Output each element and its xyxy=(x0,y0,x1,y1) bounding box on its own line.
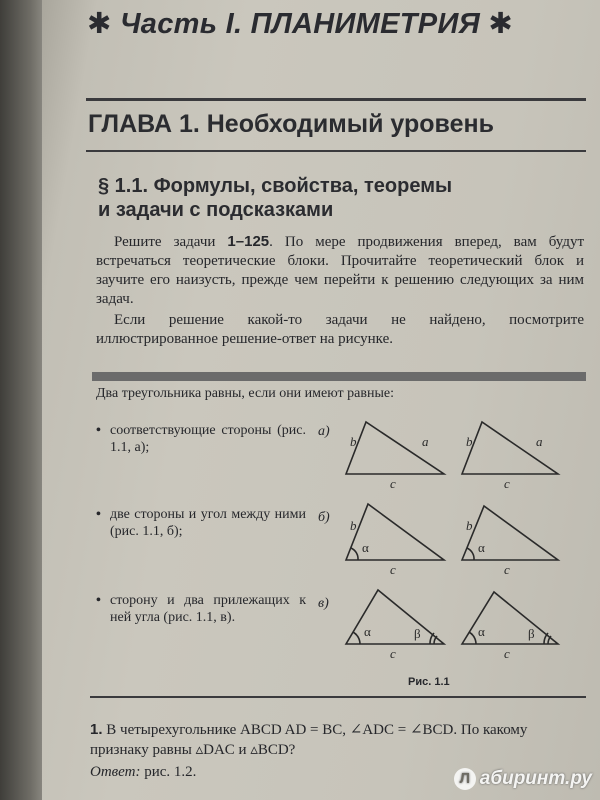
section-title-line1: § 1.1. Формулы, свойства, теоремы xyxy=(98,175,453,197)
intro-p1-rest: . По мере продвижения вперед, вам будут встречаться теоретические блоки. Прочитайте теоретический блок и заучите его наизусть, прежде чем перейти к решению следующих за ним задач. xyxy=(96,234,585,307)
bullet-text: сторону и два прилежащих к ней угла (рис. 1.1, в). xyxy=(110,593,306,625)
section-title-line2: и задачи с подсказками xyxy=(98,199,334,221)
label-beta: β xyxy=(414,626,421,641)
label-a: a xyxy=(422,434,429,449)
label-c: c xyxy=(504,476,510,491)
label-alpha: α xyxy=(362,540,369,555)
triangle-a-left xyxy=(346,422,444,474)
intro-p1-start: Решите задачи xyxy=(114,234,228,250)
part-title: ✱ Часть I. ПЛАНИМЕТРИЯ ✱ xyxy=(86,8,513,40)
angle-arc-b2 xyxy=(467,548,474,560)
answer-label: Ответ: xyxy=(90,764,141,780)
figure-caption: Рис. 1.1 xyxy=(408,676,450,688)
label-c: c xyxy=(390,562,396,577)
angle-arc-b1 xyxy=(351,548,358,560)
bullet-dot: • xyxy=(96,507,101,522)
labirint-watermark xyxy=(454,768,592,790)
figure-letter-a: а) xyxy=(318,424,330,439)
label-c: c xyxy=(390,646,396,661)
triangle-c-right xyxy=(462,592,558,644)
label-b: b xyxy=(466,434,473,449)
label-c: c xyxy=(504,646,510,661)
problem-number: 1. xyxy=(90,721,103,738)
bullet-text: соответствующие стороны (рис. 1.1, а); xyxy=(110,423,306,455)
bullet-dot: • xyxy=(96,593,101,608)
theory-bottom-rule xyxy=(90,696,586,698)
label-c: c xyxy=(504,562,510,577)
answer-text: рис. 1.2. xyxy=(140,764,197,780)
triangle-c-left xyxy=(346,590,444,644)
theory-intro: Два треугольника равны, если они имеют равные: xyxy=(96,386,394,401)
triangle-a-right xyxy=(462,422,558,474)
problem-text: В четырехугольнике ABCD AD = BC, ∠ADC = ∠BCD. По какому признаку равны ▵DAC и ▵BCD? xyxy=(90,722,528,758)
bullet-dot: • xyxy=(96,423,101,438)
chapter-title: ГЛАВА 1. Необходимый уровень xyxy=(88,110,494,138)
label-alpha: α xyxy=(364,624,371,639)
label-b: b xyxy=(350,434,357,449)
intro-paragraph-2: Если решение какой-то задачи не найдено, посмотрите иллюстрированное решение-ответ на рисунке. xyxy=(96,312,584,347)
triangle-b-left xyxy=(346,504,444,560)
label-alpha: α xyxy=(478,540,485,555)
angle-arc-c2 xyxy=(469,632,476,644)
bullet-text: две стороны и угол между ними (рис. 1.1, б); xyxy=(110,507,306,539)
label-b: b xyxy=(350,518,357,533)
triangle-b-right xyxy=(462,506,558,560)
watermark-text: абиринт.ру xyxy=(479,768,592,789)
problem-1 xyxy=(90,720,580,760)
figure-letter-b: б) xyxy=(318,510,330,525)
figure-letter-c: в) xyxy=(318,596,329,611)
label-a: a xyxy=(536,434,543,449)
labirint-logo-icon: Л xyxy=(454,768,476,790)
intro-p1-range: 1–125 xyxy=(227,233,270,250)
label-b: b xyxy=(466,518,473,533)
problem-answer xyxy=(90,764,196,781)
label-beta: β xyxy=(528,626,535,641)
angle-arc-c1 xyxy=(353,632,360,644)
label-c: c xyxy=(390,476,396,491)
label-alpha: α xyxy=(478,624,485,639)
